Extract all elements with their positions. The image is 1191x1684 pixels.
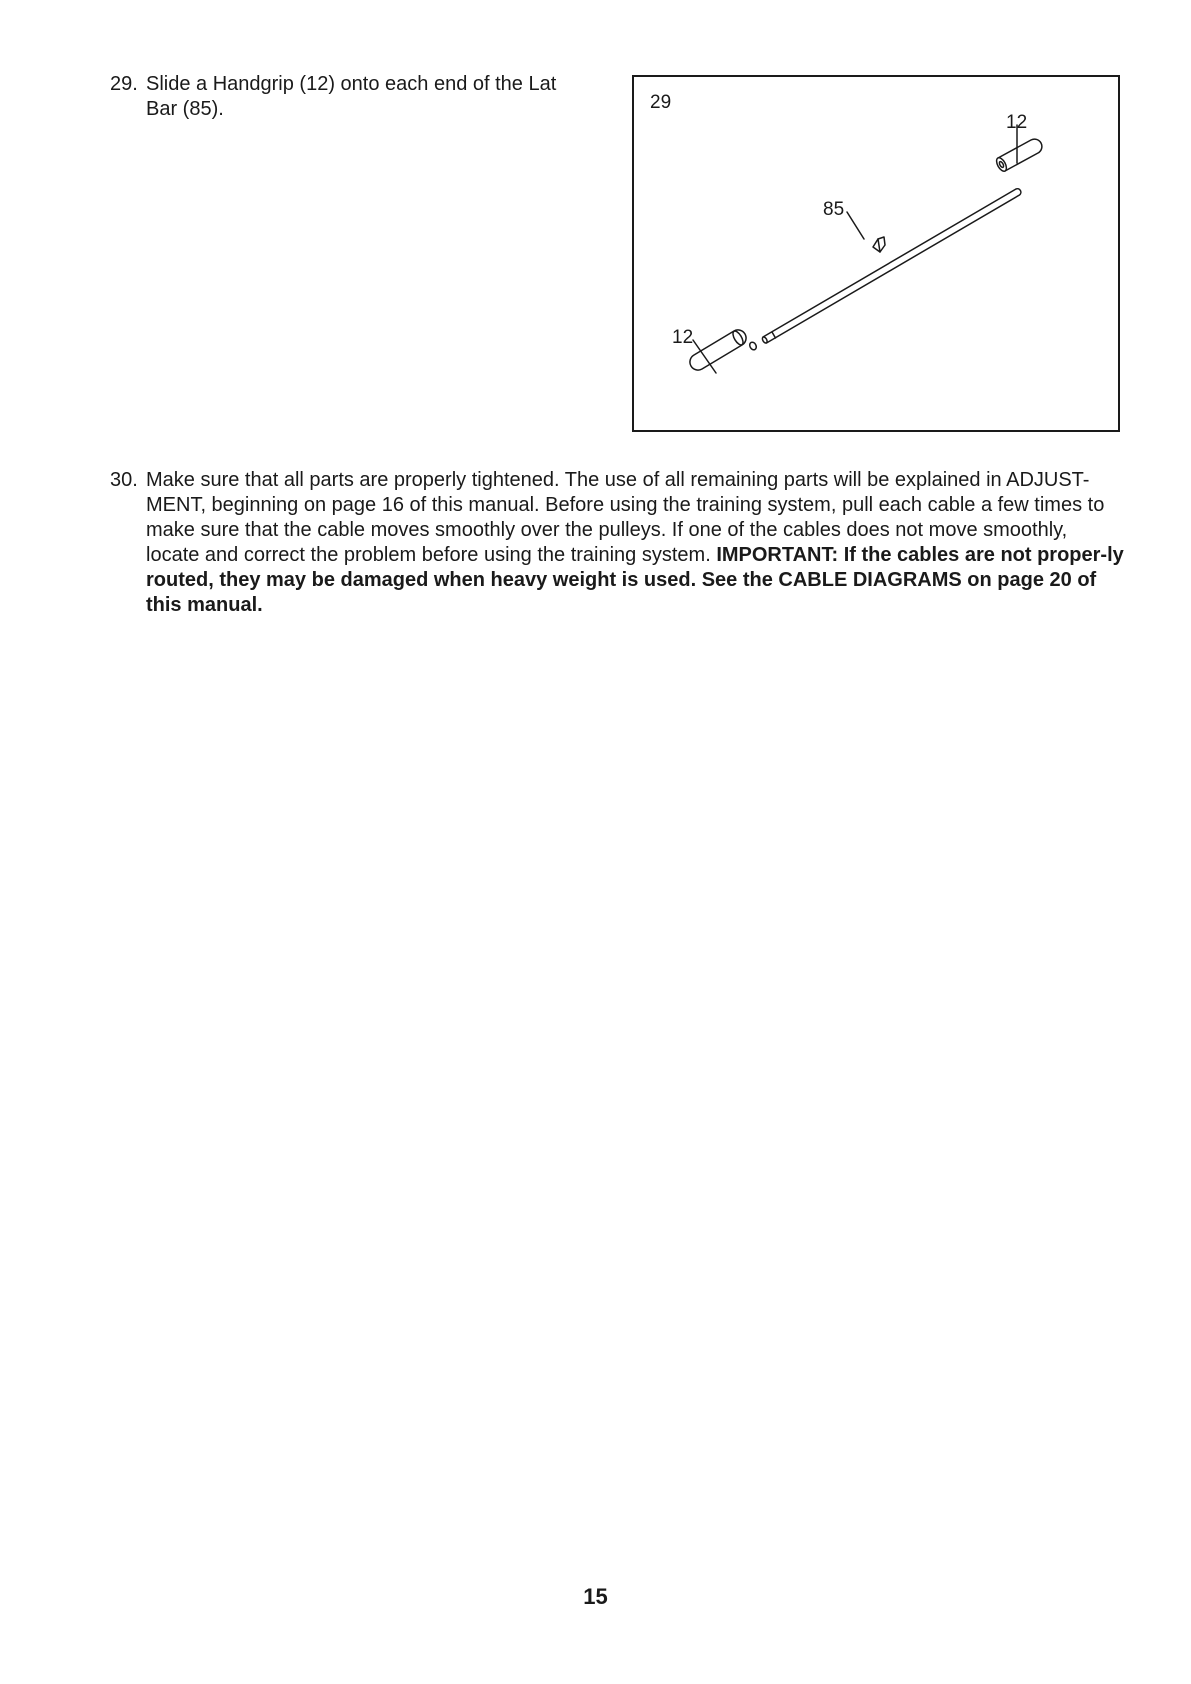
step-text: Slide a Handgrip (12) onto each end of the Lat Bar (85). bbox=[146, 73, 557, 120]
handgrip-bottom bbox=[690, 330, 746, 371]
assembly-figure-29 bbox=[632, 75, 1120, 432]
leader-line-85 bbox=[847, 212, 864, 239]
handgrip-top bbox=[995, 139, 1042, 173]
callout-12-top: 12 bbox=[1006, 112, 1028, 133]
step-text bbox=[146, 468, 1126, 618]
step-instructions: Make sure that all parts are properly tightened. The use of all remaining parts will be explained in ADJUST-MENT, beginning on page 16 of this manual. Before using the training system, pull each cable a few times to make sure that the cable moves smoothly over the pulleys. If one of the cables does not move smoothly, locate and correct the problem before using the training system. bbox=[146, 469, 1105, 566]
step-30 bbox=[110, 468, 1130, 628]
important-note: IMPORTANT: If the cables are not proper-ly routed, they may be damaged when heavy weight is used. See the CABLE DIAGRAMS on page 20 of this manual. bbox=[146, 544, 1124, 616]
figure-number: 29 bbox=[650, 92, 672, 113]
callout-85: 85 bbox=[823, 199, 845, 220]
step-29 bbox=[110, 72, 580, 132]
step-number: 30. bbox=[110, 469, 138, 491]
page-number: 15 bbox=[583, 1584, 608, 1609]
step-number: 29. bbox=[110, 73, 138, 95]
lat-bar-diagram bbox=[634, 77, 1118, 430]
bar-end-collar bbox=[748, 341, 757, 351]
lat-bar bbox=[761, 189, 1020, 344]
callout-12-bottom: 12 bbox=[672, 327, 694, 348]
